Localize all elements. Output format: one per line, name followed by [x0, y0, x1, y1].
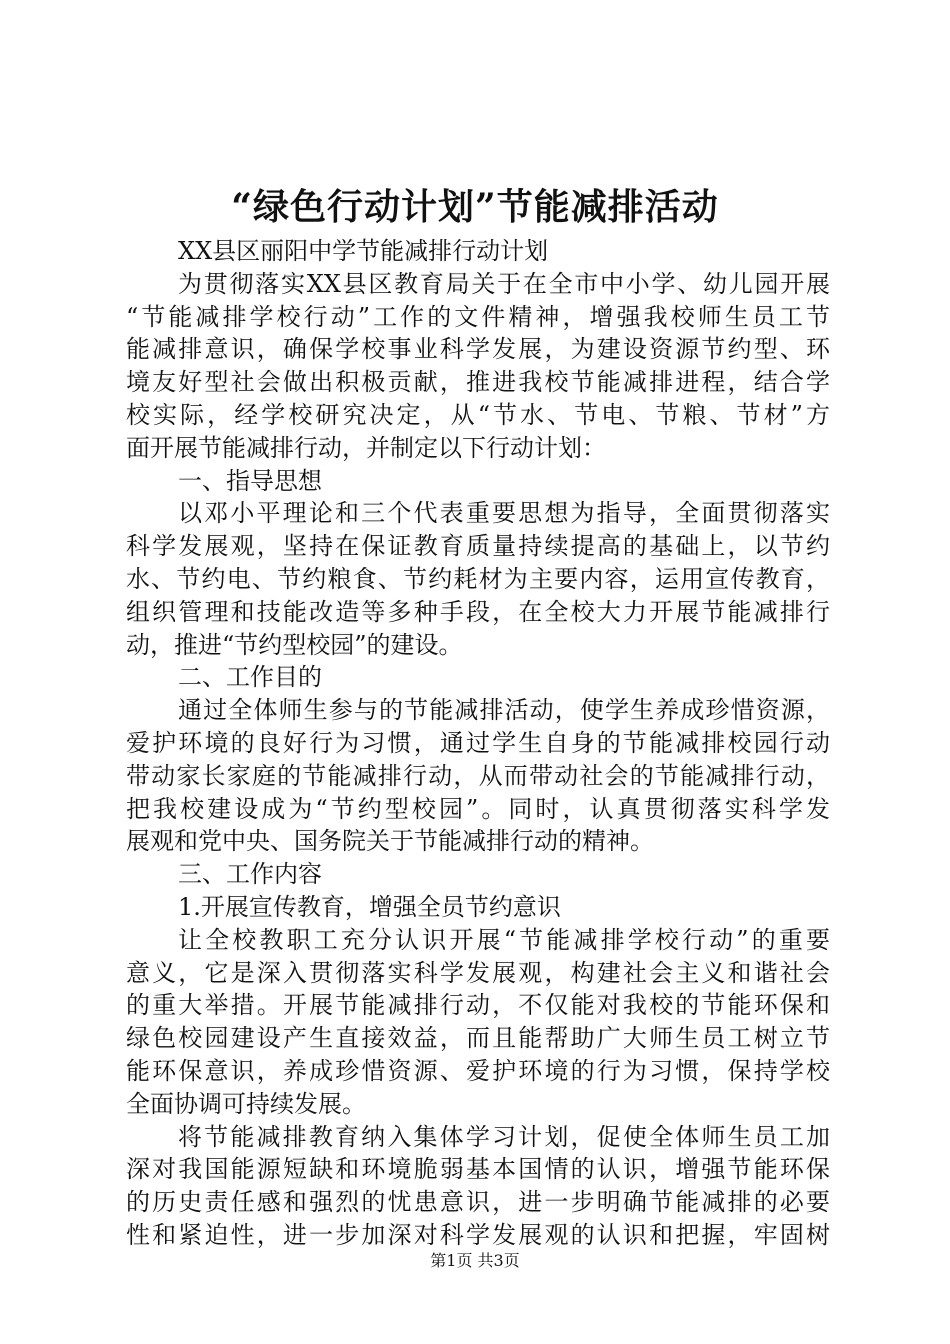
- text-line: 的重大举措。开展节能减排行动，不仅能对我校的节能环保和: [126, 991, 830, 1020]
- text-line: 以邓小平理论和三个代表重要思想为指导，全面贯彻落实: [178, 499, 830, 528]
- document-title: “绿色行动计划”节能减排活动: [231, 186, 719, 228]
- text-line: 让全校教职工充分认识开展“节能减排学校行动”的重要: [178, 925, 830, 954]
- text-line: 通过全体师生参与的节能减排活动，使学生养成珍惜资源，: [178, 696, 830, 725]
- text-line: 将节能减排教育纳入集体学习计划，促使全体师生员工加: [178, 1122, 830, 1151]
- text-line: 能减排意识，确保学校事业科学发展，为建设资源节约型、环: [126, 335, 830, 364]
- text-line: 深对我国能源短缺和环境脆弱基本国情的认识，增强节能环保: [126, 1155, 830, 1184]
- text-line: 全面协调可持续发展。: [126, 1089, 366, 1118]
- text-line: 二、工作目的: [178, 663, 322, 692]
- text-line: 1.开展宣传教育，增强全员节约意识: [178, 892, 561, 921]
- text-line: 意义，它是深入贯彻落实科学发展观，构建社会主义和谐社会: [126, 958, 830, 987]
- text-line: 动，推进“节约型校园”的建设。: [126, 630, 463, 659]
- text-line: 一、指导思想: [178, 466, 322, 495]
- text-line: 三、工作内容: [178, 860, 322, 889]
- document-body: [126, 235, 830, 1252]
- text-line: 校实际，经学校研究决定，从“节水、节电、节粮、节材”方: [126, 400, 830, 429]
- text-line: 组织管理和技能改造等多种手段，在全校大力开展节能减排行: [126, 597, 830, 626]
- text-line: 带动家长家庭的节能减排行动，从而带动社会的节能减排行动，: [126, 761, 830, 790]
- text-line: 能环保意识，养成珍惜资源、爱护环境的行为习惯，保持学校: [126, 1056, 830, 1085]
- page-footer: 第1页 共3页: [430, 1251, 520, 1270]
- text-line: 性和紧迫性，进一步加深对科学发展观的认识和把握，牢固树: [126, 1220, 830, 1249]
- text-line: 绿色校园建设产生直接效益，而且能帮助广大师生员工树立节: [126, 1024, 830, 1053]
- text-line: 爱护环境的良好行为习惯，通过学生自身的节能减排校园行动: [126, 728, 830, 757]
- text-line: “节能减排学校行动”工作的文件精神，增强我校师生员工节: [126, 302, 830, 331]
- text-line: 的历史责任感和强烈的忧患意识，进一步明确节能减排的必要: [126, 1188, 830, 1217]
- text-line: 境友好型社会做出积极贡献，推进我校节能减排进程，结合学: [126, 368, 830, 397]
- text-line: 把我校建设成为“节约型校园”。同时，认真贯彻落实科学发: [126, 794, 830, 823]
- text-line: 展观和党中央、国务院关于节能减排行动的精神。: [126, 827, 654, 856]
- text-line: 为贯彻落实XX县区教育局关于在全市中小学、幼儿园开展: [178, 269, 830, 298]
- text-line: 科学发展观，坚持在保证教育质量持续提高的基础上，以节约: [126, 532, 830, 561]
- text-line: 水、节约电、节约粮食、节约耗材为主要内容，运用宣传教育，: [126, 564, 830, 593]
- text-line: XX县区丽阳中学节能减排行动计划: [178, 237, 549, 265]
- text-line: 面开展节能减排行动，并制定以下行动计划：: [126, 433, 606, 462]
